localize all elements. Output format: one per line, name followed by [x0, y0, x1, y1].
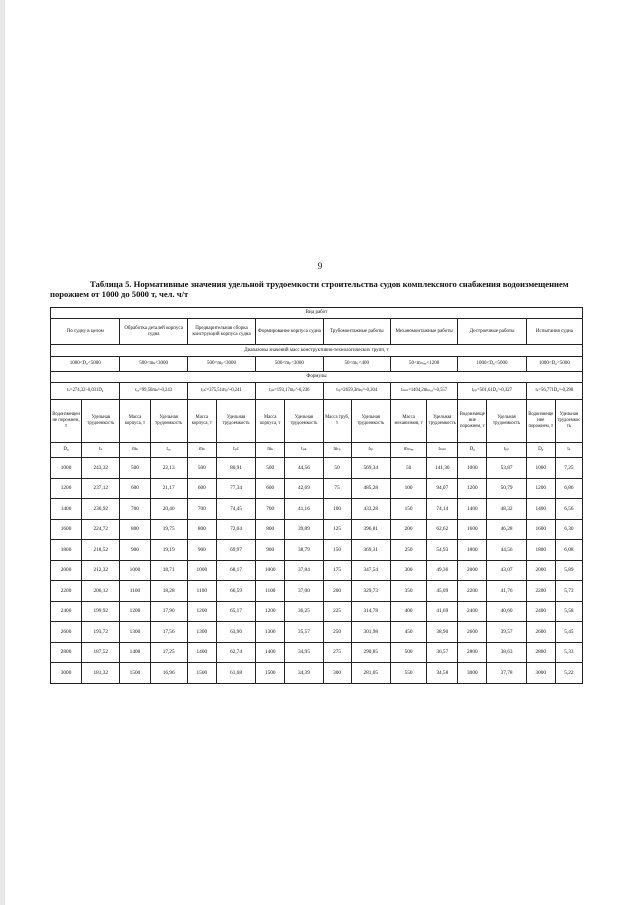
table-cell: 39,57 [487, 622, 526, 643]
table-cell: 5,22 [555, 663, 582, 684]
table-cell: 41,76 [487, 581, 526, 602]
table-cell: 1300 [256, 622, 285, 643]
table-cell: 275 [323, 642, 351, 663]
table-cell: 34,39 [285, 663, 323, 684]
group-header: Формирование корпуса судна [256, 319, 323, 345]
table-cell: 900 [256, 540, 285, 561]
table-cell: 37,78 [487, 663, 526, 684]
table-cell: 34,58 [427, 663, 458, 684]
table-cell: 17,90 [150, 601, 187, 622]
table-cell: 74,14 [427, 499, 458, 520]
table-cell: 45,09 [427, 581, 458, 602]
table-cell: 18,71 [150, 560, 187, 581]
table-cell: 20,40 [150, 499, 187, 520]
group-header: По судну в целом [51, 319, 120, 345]
table-cell: 181,32 [82, 663, 120, 684]
formula-cell: tₜₚ=2659,3mₜₚ^-0,304 [323, 383, 390, 400]
formula-cell: tₘₘ=1404,2mₘₑₓ^-0,557 [390, 383, 457, 400]
table-cell: 1400 [526, 499, 555, 520]
table-cell: 600 [187, 478, 216, 499]
table-cell: 63,90 [216, 622, 255, 643]
table-row [51, 540, 583, 561]
table-cell: 1400 [120, 642, 150, 663]
table-cell: 250 [390, 540, 426, 561]
table-cell: 1800 [458, 540, 487, 561]
table-cell: 38,90 [427, 622, 458, 643]
range-cell: 1000<D₀<5000 [51, 357, 120, 372]
table-cell: 6,30 [555, 519, 582, 540]
range-cell: 50<mₜᵣ<400 [323, 357, 390, 372]
formula-cell: tₛ=56,771D₀^-0,298 [526, 383, 582, 400]
table-cell: 125 [323, 519, 351, 540]
table-cell: 396,81 [351, 519, 390, 540]
table-cell: 1500 [256, 663, 285, 684]
table-row [51, 601, 583, 622]
table-cell: 1300 [187, 622, 216, 643]
table-cell: 39,89 [285, 519, 323, 540]
table-cell: 1400 [51, 499, 82, 520]
table-cell: 37,00 [285, 581, 323, 602]
column-header: Масса механизмов, т [390, 400, 426, 443]
column-header: Удельная трудоемкость [150, 400, 187, 443]
table-cell: 40,60 [487, 601, 526, 622]
table-cell: 700 [256, 499, 285, 520]
table-cell: 17,25 [150, 642, 187, 663]
table-cell: 69,97 [216, 540, 255, 561]
table-cell: 66,59 [216, 581, 255, 602]
table-cell: 206,12 [82, 581, 120, 602]
column-symbol: mₖ [120, 443, 150, 458]
table-cell: 1000 [458, 458, 487, 479]
table-cell: 500 [256, 458, 285, 479]
table-row [51, 581, 583, 602]
table-cell: 1600 [526, 519, 555, 540]
table-cell: 37,84 [285, 560, 323, 581]
table-cell: 237,12 [82, 478, 120, 499]
table-cell: 187,52 [82, 642, 120, 663]
table-cell: 1400 [187, 642, 216, 663]
table-cell: 329,73 [351, 581, 390, 602]
table-cell: 500 [120, 458, 150, 479]
table-cell: 2600 [458, 622, 487, 643]
column-symbol: mₘₑₓ [390, 443, 426, 458]
norm-table [50, 307, 583, 684]
table-row [51, 519, 583, 540]
column-symbol: tₚₖ [285, 443, 323, 458]
table-cell: 550 [390, 663, 426, 684]
table-cell: 1200 [256, 601, 285, 622]
table-cell: 2000 [51, 560, 82, 581]
table-cell: 5,73 [555, 581, 582, 602]
table-cell: 61,68 [216, 663, 255, 684]
table-cell: 36,25 [285, 601, 323, 622]
table-cell: 1800 [526, 540, 555, 561]
formula-cell: tₚₚ=501,61D₀^-0,327 [458, 383, 526, 400]
table-cell: 5,89 [555, 560, 582, 581]
range-cell: 500<mₚ<3000 [256, 357, 323, 372]
table-cell: 2000 [458, 560, 487, 581]
table-cell: 1000 [256, 560, 285, 581]
table-cell: 224,72 [82, 519, 120, 540]
table-cell: 72,04 [216, 519, 255, 540]
column-symbol: mₜₚ [323, 443, 351, 458]
table-caption: Таблица 5. Нормативные значения удельной трудоемкости строительства судов комплексного снабжения водоизмещением порожнем от 1000 до 5000 т, чел. ч/т [50, 279, 569, 299]
table-cell: 18,28 [150, 581, 187, 602]
column-header: Масса корпуса, т [187, 400, 216, 443]
table-cell: 175 [323, 560, 351, 581]
formula-cell: tₚₖ=193,17mₚ^-0,236 [256, 383, 323, 400]
table-cell: 250 [323, 622, 351, 643]
table-cell: 2600 [51, 622, 82, 643]
table-row [51, 642, 583, 663]
column-header: Масса корпуса, т [120, 400, 150, 443]
table-cell: 900 [120, 540, 150, 561]
table-cell: 347,54 [351, 560, 390, 581]
table-cell: 68,17 [216, 560, 255, 581]
column-symbol: mₖ [187, 443, 216, 458]
column-header: Удельная трудоемкость [427, 400, 458, 443]
table-cell: 700 [187, 499, 216, 520]
column-header: Масса корпуса, т [256, 400, 285, 443]
column-header: Удельная трудоемкость [351, 400, 390, 443]
table-cell: 2200 [51, 581, 82, 602]
table-cell: 80,91 [216, 458, 255, 479]
header-formuly: Формулы [51, 372, 583, 383]
table-cell: 193,72 [82, 622, 120, 643]
table-cell: 2800 [458, 642, 487, 663]
table-cell: 2400 [458, 601, 487, 622]
column-symbol: mₖ [256, 443, 285, 458]
table-cell: 199,92 [82, 601, 120, 622]
table-cell: 150 [390, 499, 426, 520]
table-cell: 350 [390, 581, 426, 602]
table-cell: 5,45 [555, 622, 582, 643]
table-cell: 53,87 [487, 458, 526, 479]
column-header: Водоизмещение порожнем, т [51, 400, 82, 443]
table-cell: 400 [390, 601, 426, 622]
table-cell: 5,33 [555, 642, 582, 663]
table-cell: 3000 [458, 663, 487, 684]
table-cell: 1000 [120, 560, 150, 581]
table-cell: 65,17 [216, 601, 255, 622]
table-cell: 569,34 [351, 458, 390, 479]
column-header: Удельная трудоемкость [487, 400, 526, 443]
table-cell: 1300 [120, 622, 150, 643]
table-cell: 2400 [51, 601, 82, 622]
table-cell: 46,28 [487, 519, 526, 540]
table-row [51, 663, 583, 684]
group-header: Испытания судна [526, 319, 582, 345]
table-cell: 2600 [526, 622, 555, 643]
table-cell: 43,07 [487, 560, 526, 581]
range-cell: 500<mₖ<3000 [120, 357, 187, 372]
column-header: Водоизмещение порожнем, т [526, 400, 555, 443]
table-cell: 1100 [256, 581, 285, 602]
table-cell: 500 [390, 642, 426, 663]
column-symbol: D₀ [458, 443, 487, 458]
table-cell: 3000 [51, 663, 82, 684]
table-cell: 300 [323, 663, 351, 684]
column-symbol: tₚc [216, 443, 255, 458]
table-cell: 75 [323, 478, 351, 499]
table-cell: 314,78 [351, 601, 390, 622]
table-cell: 38,63 [487, 642, 526, 663]
table-cell: 800 [120, 519, 150, 540]
table-cell: 300 [390, 560, 426, 581]
table-cell: 1100 [120, 581, 150, 602]
table-cell: 50 [390, 458, 426, 479]
table-cell: 62,62 [427, 519, 458, 540]
table-cell: 800 [187, 519, 216, 540]
table-cell: 1400 [256, 642, 285, 663]
table-cell: 450 [390, 622, 426, 643]
table-cell: 41,69 [427, 601, 458, 622]
column-symbol: tₛ [555, 443, 582, 458]
table-cell: 369,31 [351, 540, 390, 561]
table-cell: 150 [323, 540, 351, 561]
header-diapazony: Диапазоны значений масс конструктивно-технологических групп, т [51, 345, 583, 357]
table-cell: 34,95 [285, 642, 323, 663]
table-cell: 1500 [187, 663, 216, 684]
formula-cell: tₒₒ=99,56mₖ^-0,243 [120, 383, 187, 400]
formula-cell: tₛ=274,32–0,031D₀ [51, 383, 120, 400]
table-cell: 1200 [51, 478, 82, 499]
table-cell: 301,98 [351, 622, 390, 643]
table-cell: 38,79 [285, 540, 323, 561]
table-cell: 1200 [120, 601, 150, 622]
table-cell: 800 [256, 519, 285, 540]
table-cell: 1800 [51, 540, 82, 561]
range-cell: 1000<D₀<5000 [526, 357, 582, 372]
table-cell: 19,75 [150, 519, 187, 540]
table-cell: 48,32 [487, 499, 526, 520]
table-cell: 2800 [526, 642, 555, 663]
table-cell: 230,92 [82, 499, 120, 520]
table-cell: 35,57 [285, 622, 323, 643]
table-cell: 19,19 [150, 540, 187, 561]
table-cell: 290,85 [351, 642, 390, 663]
table-cell: 1100 [187, 581, 216, 602]
column-header: Удельная трудоемкость [82, 400, 120, 443]
table-cell: 50 [323, 458, 351, 479]
group-header: Обработка деталей корпуса судна [120, 319, 187, 345]
column-symbol: tₚₚ [487, 443, 526, 458]
table-cell: 1000 [526, 458, 555, 479]
table-row [51, 560, 583, 581]
table-cell: 2800 [51, 642, 82, 663]
group-header: Достроечные работы [458, 319, 526, 345]
table-cell: 141,30 [427, 458, 458, 479]
table-cell: 21,17 [150, 478, 187, 499]
table-cell: 7,25 [555, 458, 582, 479]
column-symbol: tₘₘ [427, 443, 458, 458]
column-header: Удельная трудоемкость [285, 400, 323, 443]
group-header: Механомонтажные работы [390, 319, 457, 345]
table-cell: 900 [187, 540, 216, 561]
table-cell: 200 [323, 581, 351, 602]
table-cell: 2200 [458, 581, 487, 602]
table-cell: 200 [390, 519, 426, 540]
table-cell: 485,28 [351, 478, 390, 499]
table-cell: 3000 [526, 663, 555, 684]
table-cell: 77,34 [216, 478, 255, 499]
table-cell: 2200 [526, 581, 555, 602]
table-row [51, 478, 583, 499]
table-row [51, 458, 583, 479]
table-cell: 16,96 [150, 663, 187, 684]
range-cell: 50<mₘₑₓ<1200 [390, 357, 457, 372]
table-cell: 100 [323, 499, 351, 520]
table-cell: 17,56 [150, 622, 187, 643]
page-edge [0, 0, 5, 905]
column-header: Удельная трудоемкость [555, 400, 582, 443]
table-cell: 1000 [51, 458, 82, 479]
table-row [51, 622, 583, 643]
table-cell: 36,57 [427, 642, 458, 663]
table-cell: 44,56 [487, 540, 526, 561]
table-cell: 54,93 [427, 540, 458, 561]
table-cell: 94,07 [427, 478, 458, 499]
table-cell: 212,32 [82, 560, 120, 581]
range-cell: 1000<D₀<5000 [458, 357, 526, 372]
column-symbol: tₒₒ [150, 443, 187, 458]
table-cell: 2000 [526, 560, 555, 581]
column-header: Удельная трудоемкость [216, 400, 255, 443]
table-cell: 1400 [458, 499, 487, 520]
table-cell: 1200 [458, 478, 487, 499]
column-header: Масса труб, т [323, 400, 351, 443]
table-cell: 433,28 [351, 499, 390, 520]
table-cell: 62,74 [216, 642, 255, 663]
table-cell: 22,13 [150, 458, 187, 479]
table-cell: 700 [120, 499, 150, 520]
table-cell: 2400 [526, 601, 555, 622]
table-cell: 100 [390, 478, 426, 499]
table-cell: 1200 [187, 601, 216, 622]
column-symbol: tₛ [82, 443, 120, 458]
column-symbol: D₀ [51, 443, 82, 458]
table-cell: 1200 [526, 478, 555, 499]
column-symbol: D₀ [526, 443, 555, 458]
group-header: Трубомонтажные работы [323, 319, 390, 345]
table-cell: 6,86 [555, 478, 582, 499]
table-cell: 42,69 [285, 478, 323, 499]
table-cell: 44,56 [285, 458, 323, 479]
table-cell: 218,52 [82, 540, 120, 561]
table-cell: 500 [187, 458, 216, 479]
table-cell: 74,45 [216, 499, 255, 520]
page-number: 9 [317, 261, 323, 271]
table-cell: 1600 [458, 519, 487, 540]
table-cell: 600 [120, 478, 150, 499]
table-cell: 6,08 [555, 540, 582, 561]
table-cell: 281,05 [351, 663, 390, 684]
formula-cell: tₚc=375,51mₚ^-0,241 [187, 383, 255, 400]
column-symbol: tₜₚ [351, 443, 390, 458]
table-cell: 1600 [51, 519, 82, 540]
table-cell: 600 [256, 478, 285, 499]
table-cell: 1500 [120, 663, 150, 684]
table-cell: 50,79 [487, 478, 526, 499]
group-header: Предварительная сборка конструкций корпуса судна [187, 319, 255, 345]
table-cell: 6,56 [555, 499, 582, 520]
table-cell: 225 [323, 601, 351, 622]
range-cell: 500<mₚ<3000 [187, 357, 255, 372]
table-cell: 1000 [187, 560, 216, 581]
table-cell: 5,58 [555, 601, 582, 622]
column-header: Водоизмещение порожнем, т [458, 400, 487, 443]
table-cell: 41,16 [285, 499, 323, 520]
table-cell: 243,32 [82, 458, 120, 479]
table-cell: 49,36 [427, 560, 458, 581]
table-row [51, 499, 583, 520]
header-vid-rabot: Вид работ [51, 308, 583, 319]
